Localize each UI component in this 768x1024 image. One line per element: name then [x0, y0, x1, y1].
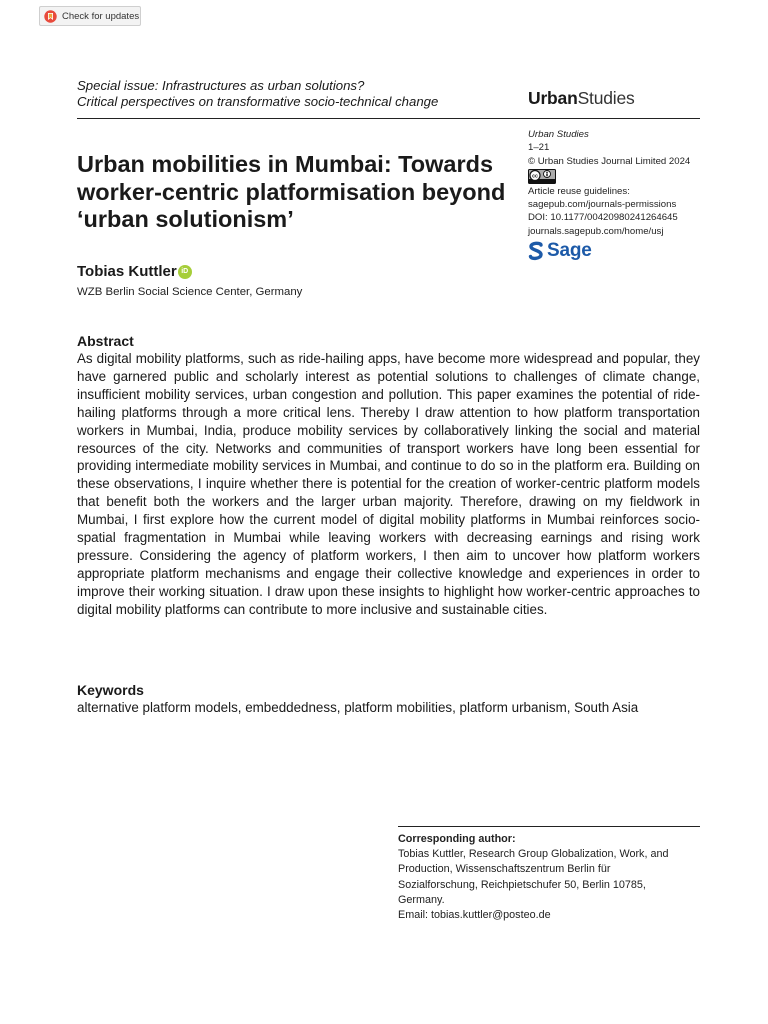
- corresponding-author: [398, 832, 700, 923]
- reuse-guidelines-link[interactable]: sagepub.com/journals-permissions: [528, 199, 677, 211]
- special-issue-line-2: Critical perspectives on transformative socio-technical change: [77, 94, 439, 109]
- footnote-rule: [398, 826, 700, 827]
- author-name[interactable]: Tobias Kuttler: [77, 263, 177, 280]
- check-for-updates-button[interactable]: [39, 6, 141, 26]
- corresponding-line-3: Sozialforschung, Reichpietschufer 50, Berlin 10785,: [398, 878, 646, 891]
- doi[interactable]: DOI: 10.1177/00420980241264645: [528, 212, 678, 224]
- reuse-guidelines-label: Article reuse guidelines:: [528, 185, 630, 197]
- journal-url[interactable]: journals.sagepub.com/home/usj: [528, 225, 664, 237]
- corresponding-line-4: Germany.: [398, 893, 445, 906]
- journal-logo: [528, 88, 635, 109]
- journal-name: Urban Studies: [528, 129, 589, 140]
- keywords-text: alternative platform models, embeddedness, platform mobilities, platform urbanism, South Asia: [77, 700, 639, 715]
- special-issue-line-1: Special issue: Infrastructures as urban solutions?: [77, 78, 365, 93]
- journal-logo-light: Studies: [577, 88, 635, 108]
- special-issue-heading: [77, 78, 517, 110]
- abstract-heading: Abstract: [77, 333, 134, 349]
- corresponding-author-heading: Corresponding author:: [398, 833, 516, 845]
- copyright: © Urban Studies Journal Limited 2024: [528, 155, 691, 167]
- publisher-name: Sage: [547, 240, 592, 262]
- svg-text:cc: cc: [532, 173, 538, 180]
- orcid-icon[interactable]: iD: [178, 265, 192, 279]
- corresponding-line-2: Production, Wissenschaftszentrum Berlin für: [398, 863, 611, 876]
- keywords-heading: Keywords: [77, 682, 144, 698]
- author-affiliation: WZB Berlin Social Science Center, Germany: [77, 286, 303, 298]
- check-for-updates-label: Check for updates: [62, 10, 140, 22]
- cc-license-icon: [528, 169, 708, 184]
- page-range: 1–21: [528, 142, 550, 154]
- sage-logo-icon: [528, 241, 544, 261]
- corresponding-line-1: Tobias Kuttler, Research Group Globalization, Work, and: [398, 848, 669, 861]
- corresponding-email[interactable]: Email: tobias.kuttler@posteo.de: [398, 909, 551, 922]
- publisher-logo: [528, 241, 708, 261]
- journal-logo-bold: Urban: [528, 88, 578, 108]
- article-metadata: [528, 128, 708, 261]
- header-rule: [77, 118, 700, 119]
- author: [77, 263, 192, 280]
- article-title: Urban mobilities in Mumbai: Towards worker-centric platformisation beyond ‘urban solutionism’: [77, 151, 506, 232]
- bookmark-update-icon: [44, 10, 57, 23]
- abstract-text: As digital mobility platforms, such as ride-hailing apps, have become more widespread and popular, they have garnered public and scholarly interest as potential solutions to challenges of climate change, insufficient mobility services, urban congestion and pollution. This paper examines the potential of ride-hailing platforms through a more critical lens. Thereby I draw attention to how platform transportation workers in Mumbai, India, produce mobility services by collaboratively linking the social and material resources of the city. Networks and communities of transport workers have long been essential for providing intermediate mobility services in Mumbai, and continue to do so in the platform era. Building on these observations, I inquire whether there is potential for the creation of worker-centric platform models that benefit both the workers and the larger urban majority. Therefore, drawing on my fieldwork in Mumbai, I first explore how the current model of digital mobility platforms in Mumbai reinforces socio-spatial fragmentation in Mumbai while leaving workers with decreasing earnings and rising work pressure. Considering the agency of platform workers, I then aim to uncover how platform workers appropriate platform mechanisms and engage their collective knowledge and experiences in order to improve their working situation. I draw upon these insights to highlight how worker-centric approaches to digital mobility platforms can contribute to more inclusive and sustainable cities.: [77, 351, 700, 617]
